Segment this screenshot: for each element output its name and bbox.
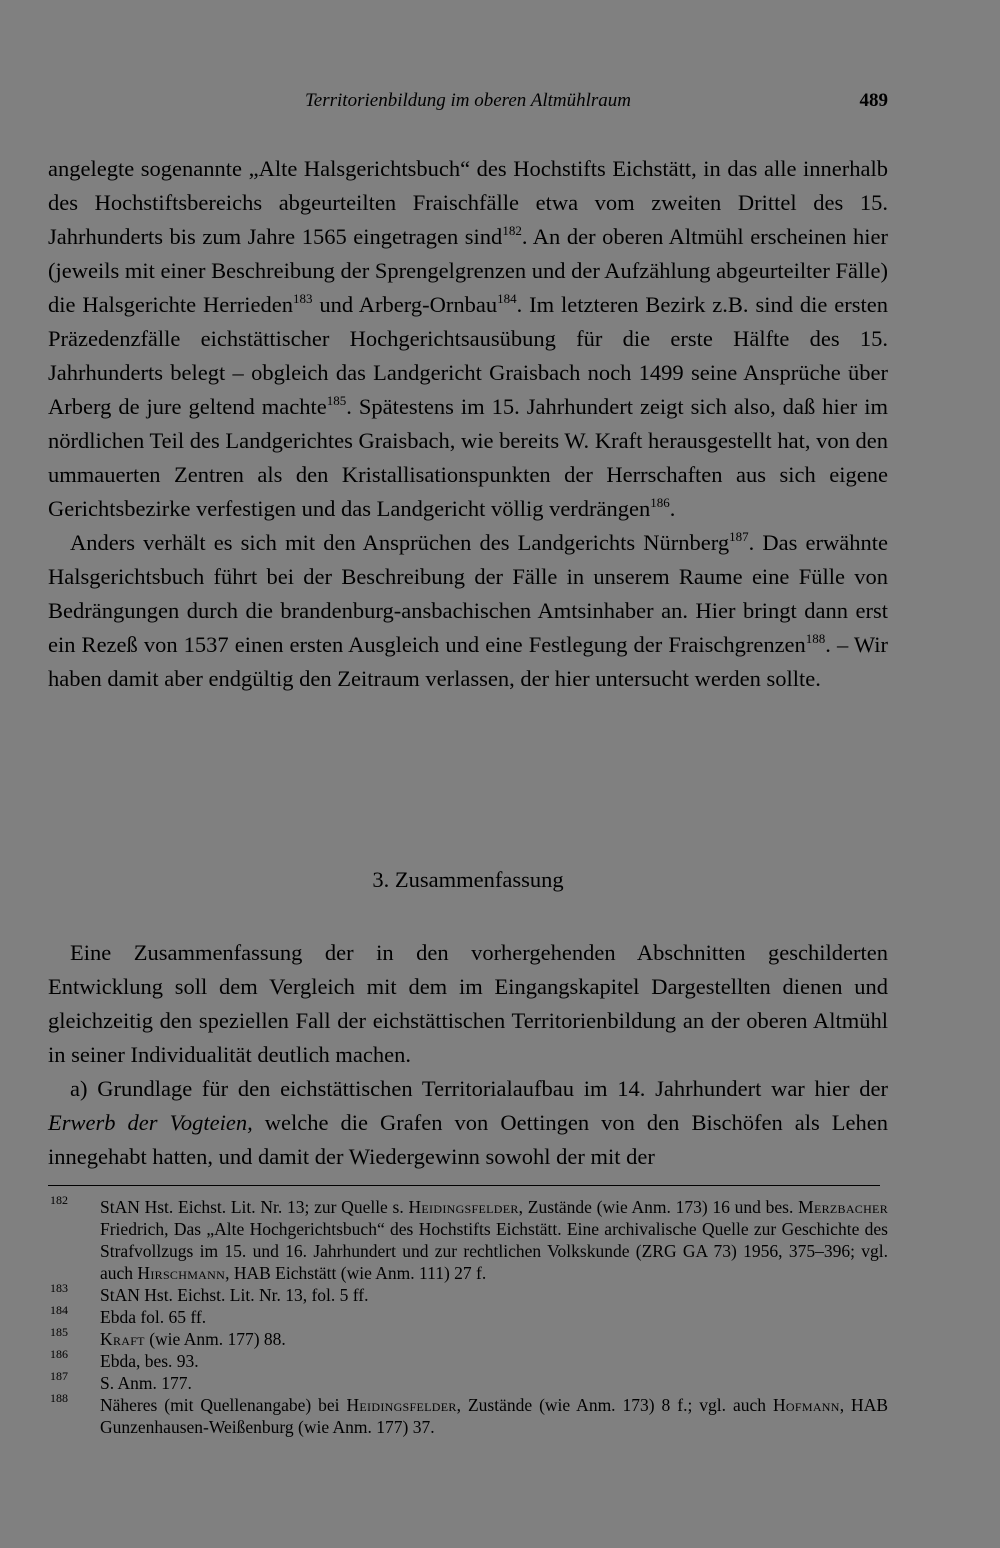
footnote-ref-183: 183 [292, 291, 313, 306]
footnote-rule [48, 1185, 880, 1186]
paragraph-3: Eine Zusammenfassung der in den vorhergehenden Abschnitten geschilderten Entwicklung soll dem Vergleich mit dem im Eingangskapitel Dargestellten dienen und gleichzeitig den speziellen Fall der eichstättischen Territorienbildung an der oberen Altmühl in seiner Individualität deutlich machen. [48, 940, 888, 1067]
footnote-ref-184: 184 [497, 291, 517, 306]
page-number: 489 [859, 90, 888, 111]
footnote-184: 184 Ebda fol. 65 ff. [48, 1306, 888, 1328]
footnote-ref-182: 182 [502, 223, 522, 238]
footnote-mark: 185 [50, 1325, 68, 1339]
footnote-mark: 183 [50, 1281, 68, 1295]
footnote-mark: 184 [50, 1303, 68, 1317]
footnote-188: 188 Näheres (mit Quellenangabe) bei Heidingsfelder, Zustände (wie Anm. 173) 8 f.; vgl. auch Hofmann, HAB Gunzenhausen-Weißenburg (wie Anm. 177) 37. [48, 1394, 888, 1438]
footnote-183: 183 StAN Hst. Eichst. Lit. Nr. 13, fol. 5 ff. [48, 1284, 888, 1306]
body-text-lower [48, 936, 888, 1174]
footnote-ref-185: 185 [326, 393, 347, 408]
paragraph-1: angelegte sogenannte „Alte Halsgerichtsbuch“ des Hochstifts Eichstätt, in das alle innerhalb des Hochstiftsbereichs abgeurteilten Fraischfälle etwa vom zweiten Drittel des 15. Jahrhunderts bis zum Jahre 1565 eingetragen sind$^{182}$. An der oberen Altmühl erscheinen hier (jeweils mit einer Beschreibung der Sprengelgrenzen und der Aufzählung abgeurteilter Fälle) die Halsgerichte Herrieden$^{183}$ und Arberg-Ornbau$^{184}$. Im letzteren Bezirk z.B. sind die ersten Präzedenzfälle eichstättischer Hochgerichtsausübung für die erste Hälfte des 15. Jahrhunderts belegt – obgleich das Landgericht Graisbach noch 1499 seine Ansprüche über Arberg de jure geltend machte$^{185}$. Spätestens im 15. Jahrhundert zeigt sich also, daß hier im nördlichen Teil des Landgerichtes Graisbach, wie bereits W. Kraft herausgestellt hat, von den ummauerten Zentren als den Kristallisationspunkten der Herrschaften aus sich eigene Gerichtsbezirke verfestigen und das Landgericht völlig verdrängen$^{186}$. [48, 156, 888, 521]
footnote-ref-186: 186 [650, 495, 670, 510]
running-head [48, 88, 888, 118]
emphasis: Erwerb der Vogteien, [48, 1110, 253, 1135]
footnote-ref-187: 187 [729, 529, 749, 544]
footnote-186: 186 Ebda, bes. 93. [48, 1350, 888, 1372]
footnote-mark: 182 [50, 1193, 68, 1207]
footnote-187: 187 S. Anm. 177. [48, 1372, 888, 1394]
footnote-mark: 188 [50, 1391, 68, 1405]
body-text-upper [48, 152, 888, 696]
section-heading: 3. Zusammenfassung [372, 867, 564, 892]
footnote-mark: 187 [50, 1369, 68, 1383]
footnote-185: 185 Kraft (wie Anm. 177) 88. [48, 1328, 888, 1350]
footnote-ref-188: 188 [805, 631, 826, 646]
running-title: Territorienbildung im oberen Altmühlraum [304, 90, 631, 111]
footnote-182: 182 StAN Hst. Eichst. Lit. Nr. 13; zur Quelle s. Heidingsfelder, Zustände (wie Anm. 173) 16 und bes. Merzbacher Friedrich, Das „Alte Hochgerichtsbuch“ des Hochstifts Eichstätt. Eine archivalische Quelle zur Geschichte des Strafvollzugs im 15. und 16. Jahrhundert und zur rechtlichen Volkskunde (ZRG GA 73) 1956, 375–396; vgl. auch Hirschmann, HAB Eichstätt (wie Anm. 111) 27 f. [48, 1196, 888, 1284]
footnotes [48, 1193, 888, 1438]
paragraph-4: a) Grundlage für den eichstättischen Territorialaufbau im 14. Jahrhundert war hier der Erwerb der Vogteien, welche die Grafen von Oettingen von den Bischöfen als Lehen innegehabt hatten, und damit der Wiedergewinn sowohl der mit der [48, 1076, 889, 1169]
footnote-mark: 186 [50, 1347, 68, 1361]
paragraph-2: Anders verhält es sich mit den Ansprüchen des Landgerichts Nürnberg$^{187}$. Das erwähnte Halsgerichtsbuch führt bei der Beschreibung der Fälle in unserem Raume eine Fülle von Bedrängungen durch die brandenburg-ansbachischen Amtsinhaber an. Hier bringt dann erst ein Rezeß von 1537 einen ersten Ausgleich und eine Festlegung der Fraischgrenzen$^{188}$. – Wir haben damit aber endgültig den Zeitraum verlassen, der hier untersucht werden sollte. [48, 529, 888, 691]
